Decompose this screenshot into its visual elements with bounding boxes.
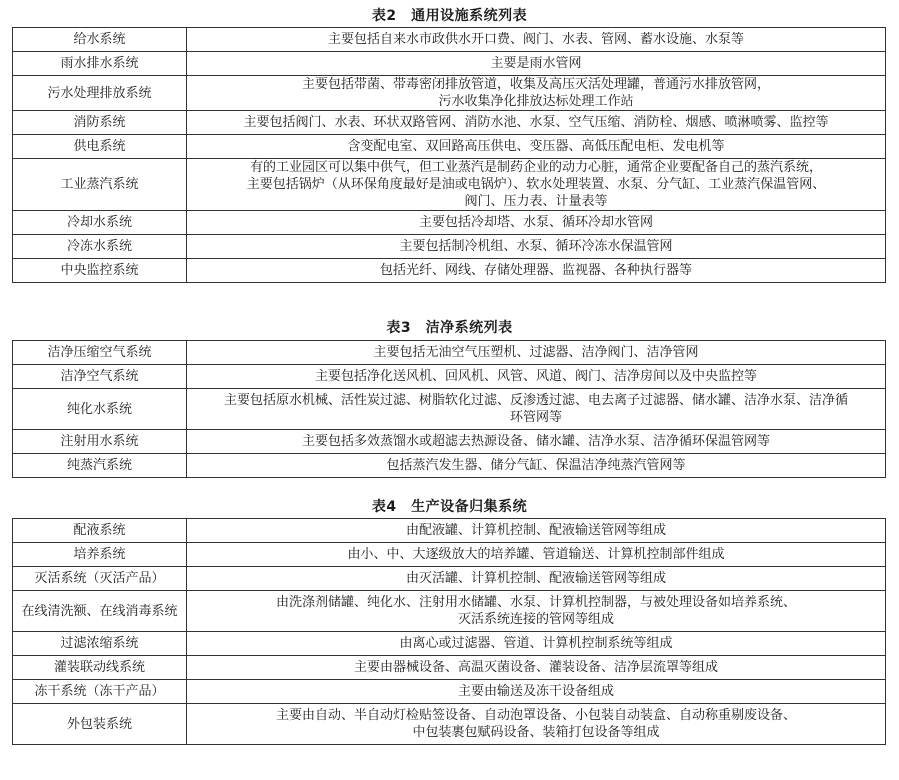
system-description-cell xyxy=(187,52,886,76)
system-description-cell xyxy=(187,259,886,283)
system-name-cell: 过滤浓缩系统 xyxy=(13,632,187,656)
system-description-cell xyxy=(187,365,886,389)
system-description-cell xyxy=(187,341,886,365)
system-name-cell: 灭活系统（灭活产品） xyxy=(13,567,187,591)
description-line: 由离心或过滤器、管道、计算机控制系统等组成 xyxy=(399,636,673,651)
table-row xyxy=(13,454,886,478)
table-row xyxy=(13,567,886,591)
table-row xyxy=(13,211,886,235)
table4-caption: 表4 生产设备归集系统 xyxy=(371,499,528,515)
table-row xyxy=(13,591,886,632)
table-row xyxy=(13,632,886,656)
table-row xyxy=(13,135,886,159)
system-description-cell xyxy=(187,632,886,656)
system-name-cell: 给水系统 xyxy=(13,28,187,52)
system-description-cell xyxy=(187,519,886,543)
table-row xyxy=(13,28,886,52)
system-name-cell: 纯蒸汽系统 xyxy=(13,454,187,478)
description-line: 有的工业园区可以集中供气，但工业蒸汽是制药企业的动力心脏，通常企业要配备自己的蒸汽系统， xyxy=(249,160,822,175)
system-description-cell xyxy=(187,76,886,111)
system-description-cell xyxy=(187,591,886,632)
system-name-cell: 外包装系统 xyxy=(13,704,187,745)
table3 xyxy=(12,340,886,478)
table-row xyxy=(13,389,886,430)
table-row xyxy=(13,656,886,680)
table-row xyxy=(13,543,886,567)
system-description-cell xyxy=(187,389,886,430)
description-line: 主要是雨水管网 xyxy=(490,56,582,71)
description-line: 由配液罐、计算机控制、配液输送管网等组成 xyxy=(405,523,666,538)
table-row xyxy=(13,704,886,745)
description-line: 主要包括净化送风机、回风机、风管、风道、阀门、洁净房间以及中央监控等 xyxy=(314,369,757,384)
table-row xyxy=(13,76,886,111)
system-description-cell xyxy=(187,135,886,159)
system-description-cell xyxy=(187,543,886,567)
system-description-cell xyxy=(187,454,886,478)
table2 xyxy=(12,27,886,283)
table-row xyxy=(13,259,886,283)
description-line: 主要包括制冷机组、水泵、循环冷冻水保温管网 xyxy=(399,239,673,254)
description-line: 由灭活罐、计算机控制、配液输送管网等组成 xyxy=(405,571,666,586)
system-name-cell: 配液系统 xyxy=(13,519,187,543)
table-row xyxy=(13,111,886,135)
description-line: 主要包括锅炉（从环保角度最好是油或电锅炉）、软水处理装置、水泵、分气缸、工业蒸汽保温管网、 xyxy=(246,177,826,192)
system-name-cell: 培养系统 xyxy=(13,543,187,567)
table4 xyxy=(12,518,886,745)
system-name-cell: 在线清洗额、在线消毒系统 xyxy=(13,591,187,632)
system-name-cell: 冷冻水系统 xyxy=(13,235,187,259)
description-line: 阀门、压力表、计量表等 xyxy=(464,194,608,209)
description-line: 主要由器械设备、高温灭菌设备、灌装设备、洁净层流罩等组成 xyxy=(353,660,718,675)
description-line: 主要包括多效蒸馏水或超滤去热源设备、储水罐、洁净水泵、洁净循环保温管网等 xyxy=(301,434,770,449)
description-line: 由洗涤剂储罐、纯化水、注射用水储罐、水泵、计算机控制器，与被处理设备如培养系统、 xyxy=(275,595,796,610)
description-line: 含变配电室、双回路高压供电、变压器、高低压配电柜、发电机等 xyxy=(347,139,725,154)
description-line: 主要包括原水机械、活性炭过滤、树脂软化过滤、反渗透过滤、电去离子过滤器、储水罐、洁净水泵、洁净循 xyxy=(223,393,848,408)
system-description-cell xyxy=(187,567,886,591)
description-line: 主要包括冷却塔、水泵、循环冷却水管网 xyxy=(418,215,653,230)
system-name-cell: 消防系统 xyxy=(13,111,187,135)
system-name-cell: 供电系统 xyxy=(13,135,187,159)
table-row xyxy=(13,365,886,389)
system-name-cell: 雨水排水系统 xyxy=(13,52,187,76)
table-row xyxy=(13,341,886,365)
system-description-cell xyxy=(187,704,886,745)
table-row xyxy=(13,235,886,259)
system-name-cell: 冷却水系统 xyxy=(13,211,187,235)
system-description-cell xyxy=(187,680,886,704)
table3-caption: 表3 洁净系统列表 xyxy=(386,320,513,336)
system-name-cell: 工业蒸汽系统 xyxy=(13,159,187,211)
description-line: 主要包括自来水市政供水开口费、阀门、水表、管网、蓄水设施、水泵等 xyxy=(327,32,744,47)
description-line: 主要包括带菌、带毒密闭排放管道，收集及高压灭活处理罐，普通污水排放管网， xyxy=(301,77,770,92)
system-description-cell xyxy=(187,656,886,680)
system-description-cell xyxy=(187,430,886,454)
table-row xyxy=(13,519,886,543)
table-row xyxy=(13,52,886,76)
system-name-cell: 污水处理排放系统 xyxy=(13,76,187,111)
table-row xyxy=(13,159,886,211)
system-description-cell xyxy=(187,111,886,135)
system-description-cell xyxy=(187,159,886,211)
system-name-cell: 洁净空气系统 xyxy=(13,365,187,389)
description-line: 污水收集净化排放达标处理工作站 xyxy=(438,94,634,109)
system-name-cell: 注射用水系统 xyxy=(13,430,187,454)
description-line: 主要包括阀门、水表、环状双路管网、消防水池、水泵、空气压缩、消防栓、烟感、喷淋喷雾、监控等 xyxy=(243,115,829,130)
system-description-cell xyxy=(187,28,886,52)
description-line: 灭活系统连接的管网等组成 xyxy=(457,612,614,627)
description-line: 主要由输送及冻干设备组成 xyxy=(457,684,614,699)
description-line: 主要由自动、半自动灯检贴签设备、自动泡罩设备、小包装自动装盒、自动称重剔废设备、 xyxy=(275,708,796,723)
table-row xyxy=(13,430,886,454)
system-name-cell: 冻干系统（冻干产品） xyxy=(13,680,187,704)
description-line: 由小、中、大逐级放大的培养罐、管道输送、计算机控制部件组成 xyxy=(347,547,725,562)
description-line: 中包装裹包赋码设备、装箱打包设备等组成 xyxy=(412,725,660,740)
description-line: 环管网等 xyxy=(509,410,562,425)
table-row xyxy=(13,680,886,704)
system-description-cell xyxy=(187,235,886,259)
system-name-cell: 纯化水系统 xyxy=(13,389,187,430)
system-description-cell xyxy=(187,211,886,235)
table2-caption: 表2 通用设施系统列表 xyxy=(371,8,528,24)
description-line: 包括蒸汽发生器、储分气缸、保温洁净纯蒸汽管网等 xyxy=(386,458,686,473)
system-name-cell: 灌装联动线系统 xyxy=(13,656,187,680)
description-line: 包括光纤、网线、存储处理器、监视器、各种执行器等 xyxy=(379,263,692,278)
system-name-cell: 中央监控系统 xyxy=(13,259,187,283)
description-line: 主要包括无油空气压塑机、过滤器、洁净阀门、洁净管网 xyxy=(373,345,699,360)
system-name-cell: 洁净压缩空气系统 xyxy=(13,341,187,365)
